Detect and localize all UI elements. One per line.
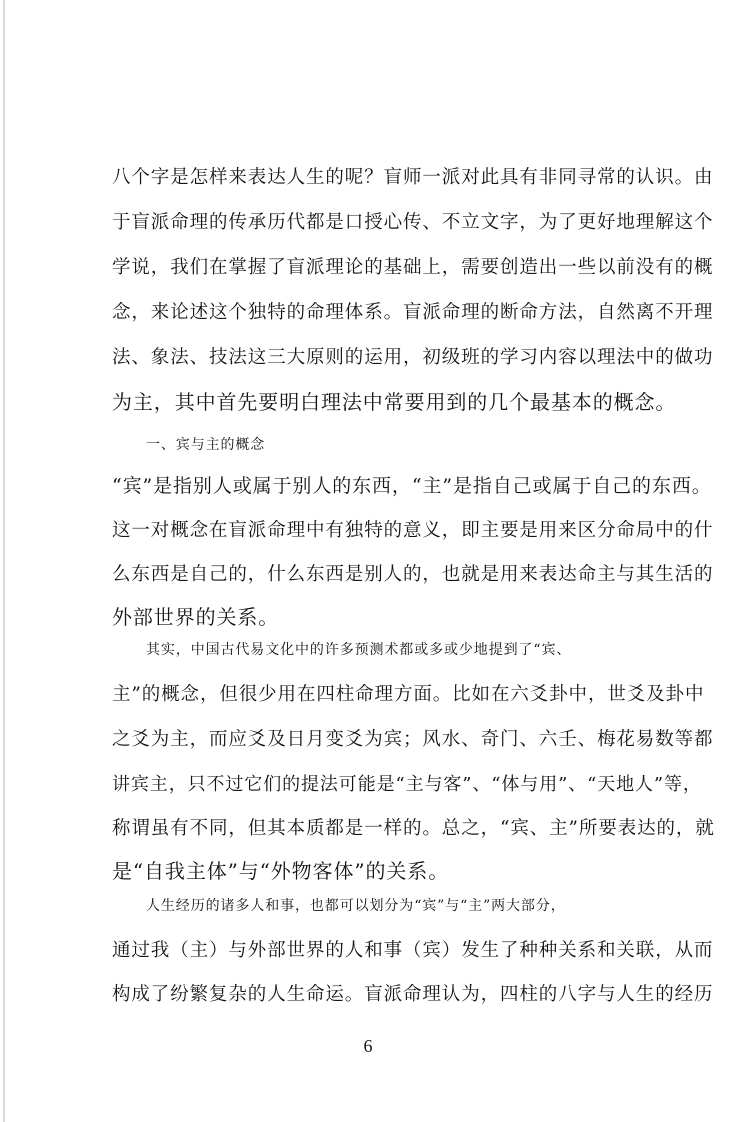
text-line: 构成了纷繁复杂的人生命运。盲派命理认为，四柱的八字与人生的经历: [112, 984, 714, 1005]
text-line: 讲宾主，只不过它们的提法可能是“主与客”、“体与用”、“天地人”等，: [112, 774, 702, 795]
text-line: 念，来论述这个独特的命理体系。盲派命理的断命方法，自然离不开理: [112, 302, 714, 323]
text-line: 其实，中国古代易文化中的许多预测术都或多或少地提到了“宾、: [146, 642, 572, 658]
text-line: 这一对概念在盲派命理中有独特的意义，即主要是用来区分命局中的什: [112, 520, 714, 541]
page-edge-shadow: [3, 0, 5, 1122]
page-number: 6: [363, 1036, 373, 1056]
text-line: 是“自我主体”与“外物客体”的关系。: [112, 859, 450, 883]
text-line: 通过我（主）与外部世界的人和事（宾）发生了种种关系和关联，从而: [112, 940, 714, 961]
text-line: 称谓虽有不同，但其本质都是一样的。总之，“宾、主”所要表达的，就: [112, 818, 715, 839]
text-line: 人生经历的诸多人和事，也都可以划分为“宾”与“主”两大部分，: [146, 898, 566, 914]
text-line: “宾”是指别人或属于别人的东西，“主”是指自己或属于自己的东西。: [112, 475, 712, 497]
text-line: 主”的概念，但很少用在四柱命理方面。比如在六爻卦中，世爻及卦中: [112, 684, 705, 705]
text-line: 法、象法、技法这三大原则的运用，初级班的学习内容以理法中的做功: [112, 347, 714, 368]
text-line: 么东西是自己的，什么东西是别人的，也就是用来表达命主与其生活的: [112, 564, 714, 585]
text-line: 于盲派命理的传承历代都是口授心传、不立文字，为了更好地理解这个: [112, 212, 714, 233]
text-line: 八个字是怎样来表达人生的呢？盲师一派对此具有非同寻常的认识。由: [112, 167, 714, 188]
text-line: 为主，其中首先要明白理法中常要用到的几个最基本的概念。: [112, 390, 677, 414]
text-line: 之爻为主，而应爻及日月变爻为宾；风水、奇门、六壬、梅花易数等都: [112, 729, 714, 750]
section-heading: 一、宾与主的概念: [146, 437, 266, 453]
text-line: 学说，我们在掌握了盲派理论的基础上，需要创造出一些以前没有的概: [112, 257, 714, 278]
text-line: 外部世界的关系。: [112, 605, 280, 629]
